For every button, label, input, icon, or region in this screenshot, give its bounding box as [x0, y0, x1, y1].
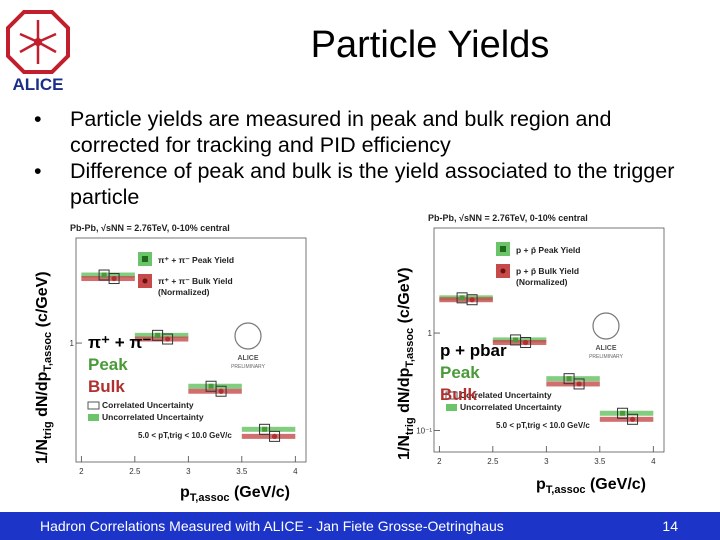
x-tick-label: 3	[186, 467, 191, 476]
x-tick-label: 2	[79, 467, 84, 476]
bullet-text: Particle yields are measured in peak and bulk region and corrected for tracking and PID efficiency	[70, 107, 612, 157]
bulk-band	[600, 417, 653, 422]
trigger-range-label: 5.0 < pT,trig < 10.0 GeV/c	[496, 421, 590, 430]
bullet-item	[34, 106, 694, 158]
uncorr-unc-label: Uncorrelated Uncertainty	[460, 402, 562, 412]
left-overlay	[88, 332, 151, 398]
left-overlay-bulk: Bulk	[88, 377, 125, 396]
legend-peak-label: π⁺ + π⁻ Peak Yield	[158, 255, 235, 265]
uncorr-unc-swatch	[88, 414, 99, 421]
alice-prelim-sub: PRELIMINARY	[589, 354, 623, 360]
alice-prelim-sub: PRELIMINARY	[231, 364, 265, 370]
left-y-axis-label: $1/N_{trig}$ $dN/dp_{T,assoc}$ (c/GeV)	[34, 271, 55, 464]
bullet-marker: •	[34, 159, 42, 183]
bulk-point	[523, 340, 528, 345]
peak-band	[546, 376, 599, 381]
right-plot	[416, 208, 670, 470]
right-overlay-peak: Peak	[440, 363, 480, 382]
bullet-marker: •	[34, 107, 42, 131]
alice-prelim-label: ALICE	[595, 345, 617, 352]
plot-header: Pb-Pb, √sNN = 2.76TeV, 0-10% central	[428, 213, 588, 223]
y-tick-label: 1	[427, 329, 432, 339]
bullet-text: Difference of peak and bulk is the yield associated to the trigger particle	[70, 159, 675, 209]
right-y-axis-label: $1/N_{trig}$ $dN/dp_{T,assoc}$ (c/GeV)	[396, 267, 417, 460]
plot-header: Pb-Pb, √sNN = 2.76TeV, 0-10% central	[70, 223, 230, 233]
legend-bulk-label: p + p̄ Bulk Yield	[516, 266, 580, 276]
peak-point	[567, 376, 572, 381]
legend-bulk-note: (Normalized)	[158, 287, 210, 297]
bulk-point	[218, 389, 223, 394]
corr-unc-label: Correlated Uncertainty	[102, 400, 194, 410]
right-overlay-bulk: Bulk	[440, 385, 477, 404]
right-x-axis-label: $p_{T,assoc}$ (GeV/c)	[536, 476, 646, 497]
peak-point	[460, 295, 465, 300]
bulk-point	[272, 434, 277, 439]
peak-band	[188, 384, 241, 389]
legend-bulk-label: π⁺ + π⁻ Bulk Yield	[158, 276, 233, 286]
y-tick-label: 10⁻¹	[416, 426, 432, 436]
legend-peak-marker	[500, 246, 506, 252]
bulk-point	[469, 297, 474, 302]
right-overlay-species: p + pbar	[440, 341, 507, 360]
uncorr-unc-label: Uncorrelated Uncertainty	[102, 412, 204, 422]
legend-bulk-note: (Normalized)	[516, 277, 568, 287]
peak-point	[620, 411, 625, 416]
bullet-item	[34, 158, 694, 210]
bulk-point	[576, 381, 581, 386]
slide-title: Particle Yields	[310, 24, 550, 66]
footer-text: Hadron Correlations Measured with ALICE - Jan Fiete Grosse-Oetringhaus	[40, 518, 504, 534]
alice-prelim-label: ALICE	[237, 355, 259, 362]
legend-peak-label: p + p̄ Peak Yield	[516, 245, 581, 255]
x-tick-label: 4	[651, 457, 656, 466]
legend-peak-marker	[142, 256, 148, 262]
peak-point	[262, 427, 267, 432]
bulk-point	[165, 336, 170, 341]
x-tick-label: 3.5	[594, 457, 606, 466]
bullet-list	[34, 106, 694, 210]
left-overlay-species: π⁺ + π⁻	[88, 333, 152, 352]
bulk-point	[111, 276, 116, 281]
x-tick-label: 2.5	[129, 467, 141, 476]
peak-point	[102, 273, 107, 278]
right-plot-svg	[416, 208, 670, 470]
right-overlay	[440, 340, 507, 406]
left-overlay-peak: Peak	[88, 355, 128, 374]
legend-bulk-marker	[143, 279, 148, 284]
page-number: 14	[662, 518, 678, 534]
x-tick-label: 2.5	[487, 457, 499, 466]
y-tick-label: 1	[69, 339, 74, 349]
peak-point	[209, 384, 214, 389]
x-tick-label: 3.5	[236, 467, 248, 476]
peak-band	[600, 411, 653, 416]
left-x-axis-label: $p_{T,assoc}$ (GeV/c)	[180, 484, 290, 505]
x-tick-label: 2	[437, 457, 442, 466]
corr-unc-label: Correlated Uncertainty	[460, 390, 552, 400]
alice-logo	[4, 8, 72, 94]
x-tick-label: 4	[293, 467, 298, 476]
x-tick-label: 3	[544, 457, 549, 466]
bulk-band	[439, 297, 492, 302]
peak-point	[513, 337, 518, 342]
bulk-point	[630, 417, 635, 422]
peak-point	[155, 333, 160, 338]
logo-text: ALICE	[12, 75, 64, 94]
legend-bulk-marker	[501, 269, 506, 274]
peak-band	[242, 427, 295, 432]
footer-bar	[0, 512, 720, 540]
trigger-range-label: 5.0 < pT,trig < 10.0 GeV/c	[138, 431, 232, 440]
